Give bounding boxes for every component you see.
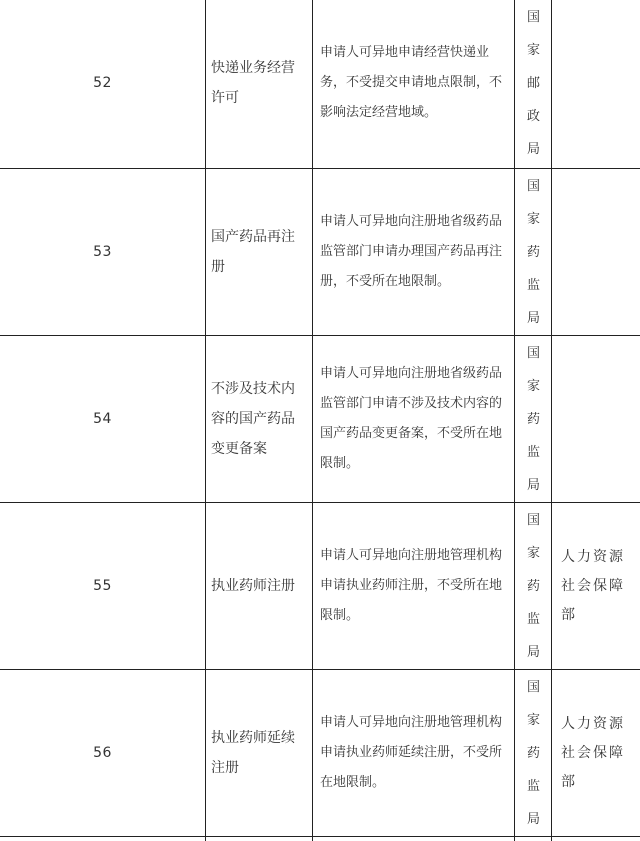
responsible-department: 国 家 药 监 局 bbox=[526, 178, 540, 326]
cooperating-department: 人力资源社会保障部 bbox=[561, 715, 625, 790]
table-row bbox=[0, 0, 640, 166]
responsible-department: 国 家 药 监 局 bbox=[526, 345, 540, 493]
item-description: 申请人可异地向注册地省级药品监管部门申请不涉及技术内容的国产药品变更备案，不受所在地限制。 bbox=[320, 366, 503, 471]
item-name: 不涉及技术内容的国产药品变更备案 bbox=[211, 381, 295, 457]
item-description: 申请人可异地向注册地管理机构申请执业药师注册，不受所在地限制。 bbox=[320, 548, 503, 623]
item-name: 快递业务经营许可 bbox=[211, 60, 295, 106]
table-row bbox=[0, 169, 640, 335]
row-number: 55 bbox=[93, 578, 112, 594]
responsible-department: 国 家 邮 政 局 bbox=[526, 9, 540, 157]
responsible-department: 国 家 药 监 局 bbox=[526, 679, 540, 827]
table-row bbox=[0, 670, 640, 836]
item-description: 申请人可异地申请经营快递业务，不受提交申请地点限制，不影响法定经营地域。 bbox=[320, 45, 503, 120]
cooperating-department: 人力资源社会保障部 bbox=[561, 548, 625, 623]
row-number: 52 bbox=[93, 75, 112, 91]
responsible-department: 国 家 药 监 局 bbox=[526, 512, 540, 660]
item-description: 申请人可异地向注册地管理机构申请执业药师延续注册，不受所在地限制。 bbox=[320, 715, 503, 790]
item-description: 申请人可异地向注册地省级药品监管部门申请办理国产药品再注册，不受所在地限制。 bbox=[320, 214, 503, 289]
row-number: 53 bbox=[93, 244, 112, 260]
table-row bbox=[0, 336, 640, 502]
row-number: 56 bbox=[93, 745, 112, 761]
item-name: 执业药师注册 bbox=[211, 578, 295, 594]
row-divider bbox=[0, 836, 640, 837]
item-name: 执业药师延续注册 bbox=[211, 730, 295, 776]
table-row bbox=[0, 503, 640, 669]
row-number: 54 bbox=[93, 411, 112, 427]
item-name: 国产药品再注册 bbox=[211, 229, 295, 275]
